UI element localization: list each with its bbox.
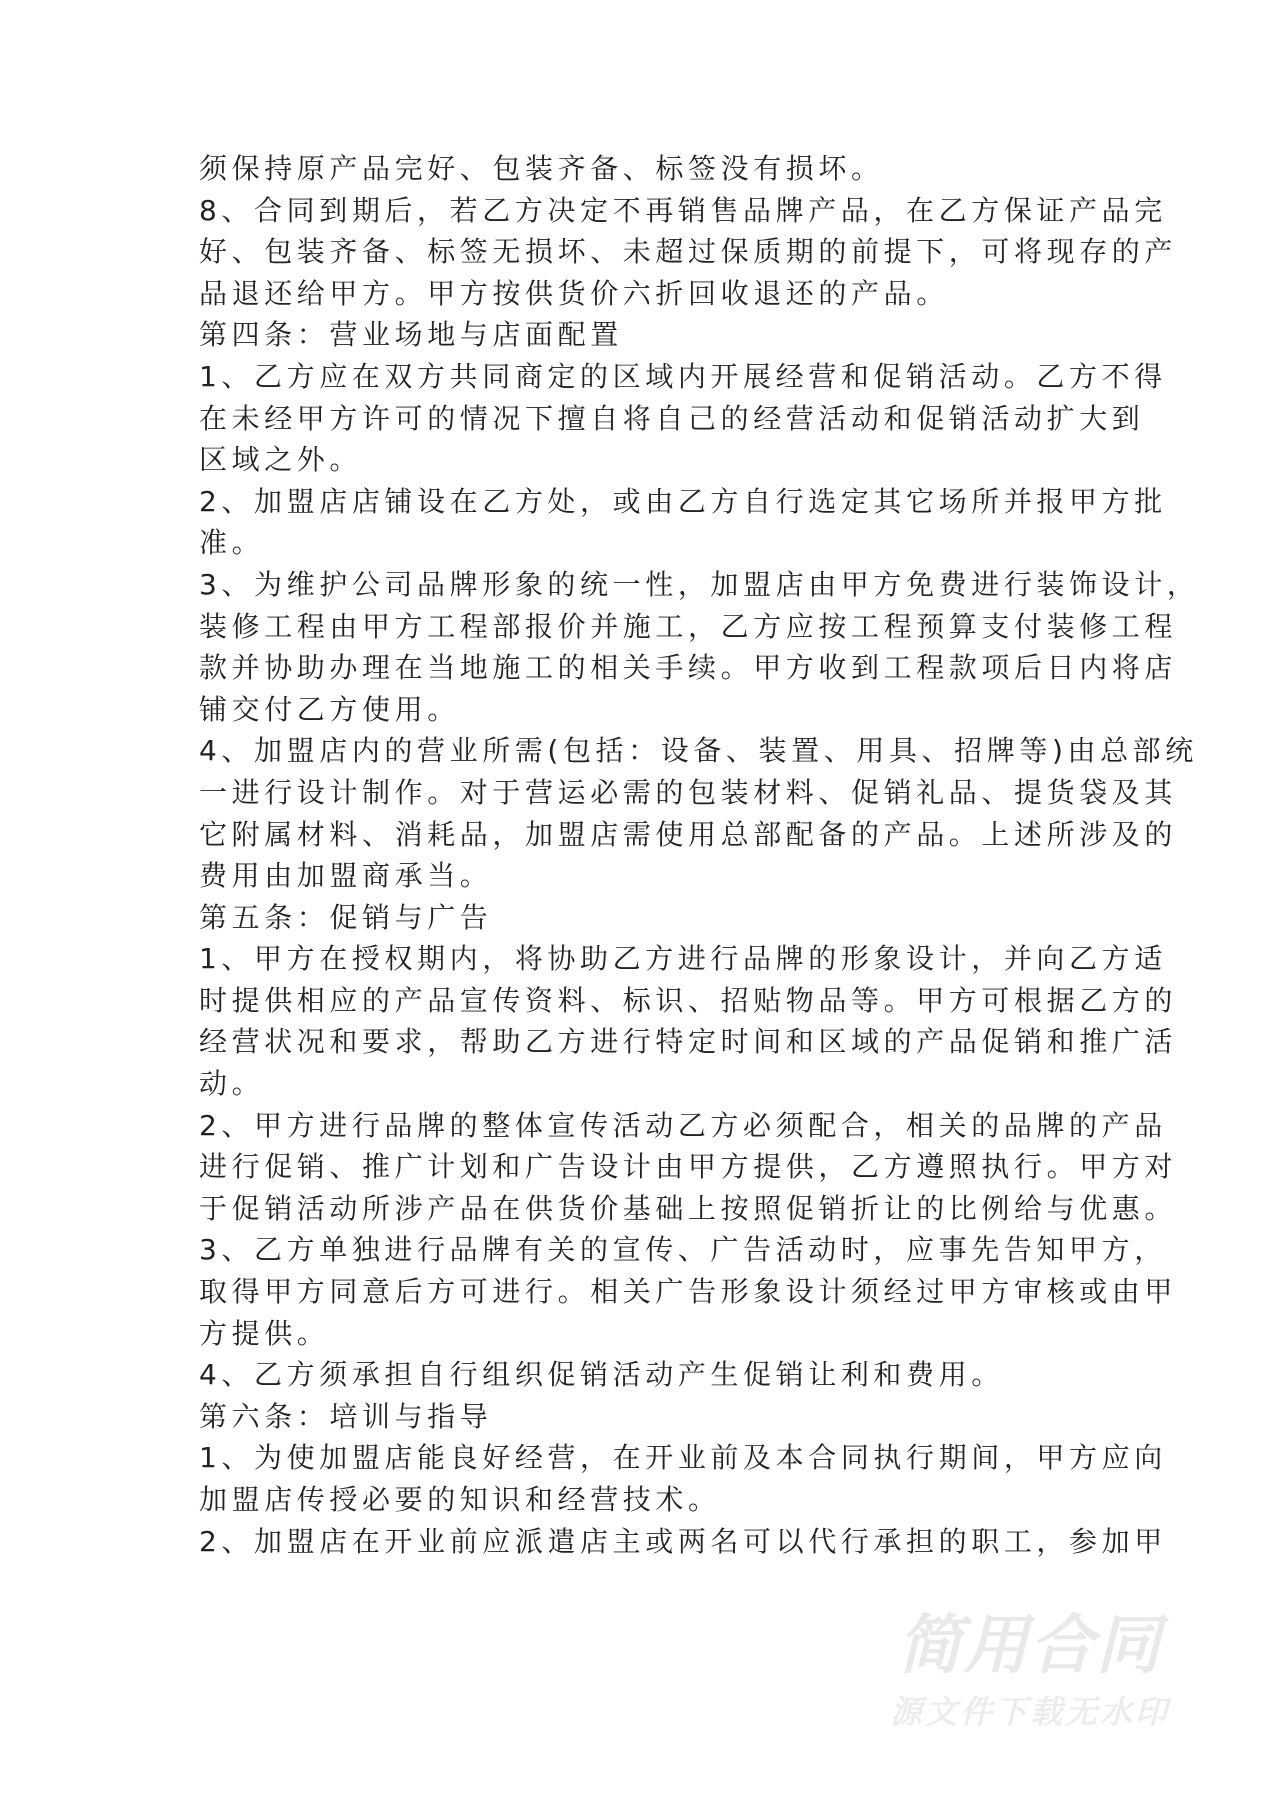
text-line: 款并协助办理在当地施工的相关手续。甲方收到工程款项后日内将店 bbox=[199, 651, 1178, 685]
text-line: 2、甲方进行品牌的整体宣传活动乙方必须配合，相关的品牌的产品 bbox=[199, 1108, 1167, 1142]
section-heading: 第五条：促销与广告 bbox=[199, 900, 493, 934]
text-line: 3、为维护公司品牌形象的统一性，加盟店由甲方免费进行装饰设计， bbox=[199, 567, 1200, 601]
text-line: 一进行设计制作。对于营运必需的包装材料、促销礼品、提货袋及其 bbox=[199, 775, 1178, 809]
text-line: 时提供相应的产品宣传资料、标识、招贴物品等。甲方可根据乙方的 bbox=[199, 983, 1178, 1017]
text-line: 8、合同到期后，若乙方决定不再销售品牌产品，在乙方保证产品完 bbox=[199, 193, 1167, 227]
text-line: 加盟店传授必要的知识和经营技术。 bbox=[199, 1483, 721, 1516]
text-line: 2、加盟店在开业前应派遣店主或两名可以代行承担的职工，参加甲 bbox=[199, 1524, 1167, 1558]
text-line: 区域之外。 bbox=[199, 443, 363, 477]
text-line: 1、为使加盟店能良好经营，在开业前及本合同执行期间，甲方应向 bbox=[199, 1441, 1167, 1475]
text-line: 2、加盟店店铺设在乙方处，或由乙方自行选定其它场所并报甲方批 bbox=[199, 484, 1167, 518]
text-line: 动。 bbox=[199, 1067, 265, 1101]
text-line: 4、乙方须承担自行组织促销活动产生促销让利和费用。 bbox=[199, 1358, 1004, 1392]
text-line: 3、乙方单独进行品牌有关的宣传、广告活动时，应事先告知甲方， bbox=[199, 1233, 1167, 1267]
watermark-subtitle: 源文件下载无水印 bbox=[889, 1693, 1170, 1731]
text-line: 铺交付乙方使用。 bbox=[199, 692, 460, 726]
text-line: 费用由加盟商承当。 bbox=[199, 859, 493, 893]
document-body bbox=[199, 148, 1200, 1562]
text-line: 它附属材料、消耗品，加盟店需使用总部配备的产品。上述所涉及的 bbox=[199, 817, 1178, 851]
text-line: 装修工程由甲方工程部报价并施工，乙方应按工程预算支付装修工程 bbox=[199, 609, 1178, 643]
text-line: 4、加盟店内的营业所需(包括：设备、装置、用具、招牌等)由总部统 bbox=[199, 734, 1198, 768]
text-line: 进行促销、推广计划和广告设计由甲方提供，乙方遵照执行。甲方对 bbox=[199, 1150, 1178, 1184]
watermark bbox=[880, 1606, 1180, 1734]
text-line: 1、甲方在授权期内，将协助乙方进行品牌的形象设计，并向乙方适 bbox=[199, 942, 1167, 976]
text-line: 在未经甲方许可的情况下擅自将自己的经营活动和促销活动扩大到 bbox=[199, 401, 1145, 435]
text-line: 好、包装齐备、标签无损坏、未超过保质期的前提下，可将现存的产 bbox=[199, 235, 1178, 269]
text-line: 于促销活动所涉产品在供货价基础上按照促销折让的比例给与优惠。 bbox=[199, 1191, 1178, 1225]
text-line: 须保持原产品完好、包装齐备、标签没有损坏。 bbox=[199, 152, 884, 185]
text-line: 准。 bbox=[199, 526, 265, 560]
text-line: 取得甲方同意后方可进行。相关广告形象设计须经过甲方审核或由甲 bbox=[199, 1275, 1178, 1309]
text-line: 1、乙方应在双方共同商定的区域内开展经营和促销活动。乙方不得 bbox=[199, 359, 1167, 393]
text-line: 经营状况和要求，帮助乙方进行特定时间和区域的产品促销和推广活 bbox=[199, 1025, 1178, 1059]
text-line: 方提供。 bbox=[199, 1316, 330, 1350]
section-heading: 第四条：营业场地与店面配置 bbox=[199, 318, 623, 352]
text-line: 品退还给甲方。甲方按供货价六折回收退还的产品。 bbox=[199, 276, 949, 310]
watermark-title: 简用合同 bbox=[898, 1609, 1162, 1683]
section-heading: 第六条：培训与指导 bbox=[199, 1399, 493, 1433]
